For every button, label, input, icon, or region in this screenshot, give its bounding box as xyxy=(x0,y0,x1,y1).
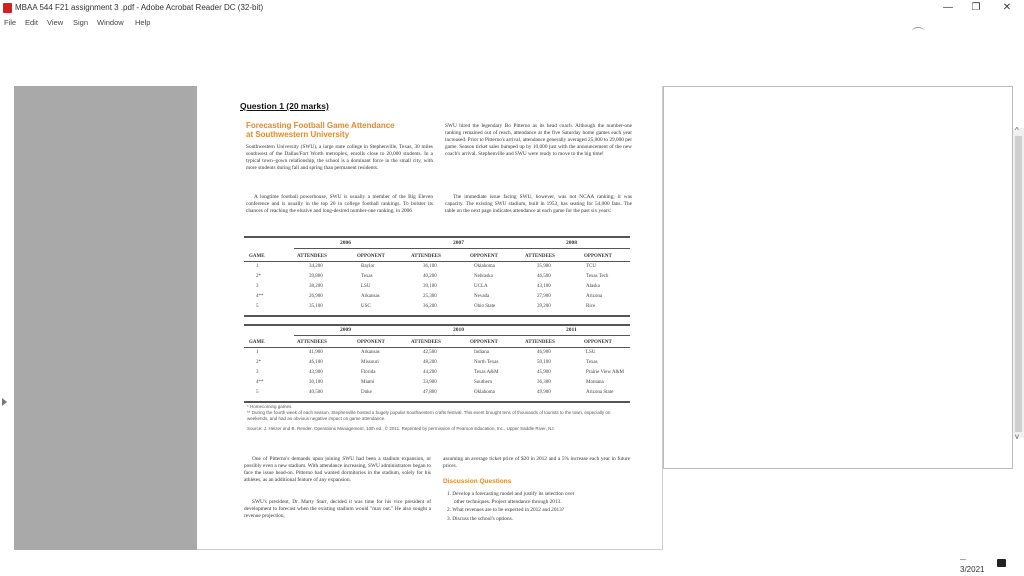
menu-sign[interactable]: Sign xyxy=(73,18,89,27)
page-left-margin xyxy=(14,86,197,550)
menu-edit[interactable]: Edit xyxy=(25,18,38,27)
discussion-questions xyxy=(447,490,574,523)
table2-cell: Arkansas xyxy=(361,350,380,355)
case-title-line-1: Forecasting Football Game Attendance xyxy=(246,121,395,130)
table2-header-rule xyxy=(244,347,630,348)
table2-cell: 44,200 xyxy=(423,370,437,375)
table2-top-rule xyxy=(244,324,630,326)
case-title xyxy=(246,121,395,139)
case-title-line-2: at Southwestern University xyxy=(246,130,350,139)
table1-cell: 27,900 xyxy=(537,294,551,299)
table1-cell: 36,100 xyxy=(423,264,437,269)
table2-cell: Miami xyxy=(361,380,375,385)
table2-cell: Texas A&M xyxy=(474,370,499,375)
table1-header: ATTENDEES xyxy=(297,254,327,259)
table2-year-1: 2009 xyxy=(340,327,351,333)
table1-cell: Alaska xyxy=(586,284,600,289)
table1-cell: Arizona xyxy=(586,294,603,299)
footnote-festival: ** During the fourth week of each season, Stephenville hosted a hugely popular Southwestern crafts festival. This event brought tens of thousands of tourists to the town, especially on weekends, and had an obvious negative impact on game attendance. xyxy=(247,410,611,421)
right-paragraph-1: SWU hired the legendary Bo Pitterno as its head coach. Although the number-one ranking remained out of reach, attendance at the five Saturday home games each year increased. Prior to Pitterno's arrival, attendance generally averaged 25,000 to 29,000 per game. Season ticket sales bumped up by 10,000 just with the announcement of the new coach's arrival. Stephenville and SWU were ready to move to the big time! xyxy=(445,123,633,158)
table1-cell: Arkansas xyxy=(361,294,380,299)
source-citation: Source: J. Heizer and B. Render. Operations Management, 10th ed., © 2011. Reprinted by permission of Pearson Education, Inc., Upper Saddle River, NJ. xyxy=(247,426,555,431)
table1-cell: 40,200 xyxy=(423,274,437,279)
table1-top-rule xyxy=(244,236,630,238)
table2-cell: 49,900 xyxy=(537,390,551,395)
table2-cell: 30,100 xyxy=(309,380,323,385)
table2-cell: Florida xyxy=(361,370,376,375)
table2-cell: 36,300 xyxy=(537,380,551,385)
table1-cell: Rice xyxy=(586,304,596,309)
table1-cell: Texas xyxy=(361,274,373,279)
bottom-left-paragraph-2: SWU's president, Dr. Marty Starr, decided it was time for his vice president of development to forecast when the existing stadium would "max out." He also sought a revenue projection, xyxy=(244,499,431,520)
table1-cell: 39,200 xyxy=(537,304,551,309)
table2-cell: Southern xyxy=(474,380,493,385)
table1-cell: 3 xyxy=(256,284,259,289)
question-3: 3. Discuss the school's options. xyxy=(447,515,513,522)
left-paragraph-2: A longtime football powerhouse, SWU is usually a member of the Big Eleven conference and is usually in the top 20 in college football rankings. To bolster its chances of reaching the elusive and long-desired number-one ranking, in 2006 xyxy=(246,194,433,215)
table2-header: GAME xyxy=(249,340,265,345)
window-title: MBAA 544 F21 assignment 3 .pdf - Adobe Acrobat Reader DC (32-bit) xyxy=(15,3,264,12)
table1-cell: 1 xyxy=(256,264,259,269)
scroll-down-icon[interactable]: v xyxy=(1015,432,1019,441)
table1-cell: 35,100 xyxy=(309,304,323,309)
menu-help[interactable]: Help xyxy=(135,18,151,27)
table1-cell: Nebraska xyxy=(474,274,493,279)
table1-cell: 35,900 xyxy=(537,264,551,269)
table2-header: OPPONENT xyxy=(470,340,498,345)
table1-cell: TCU xyxy=(586,264,596,269)
table1-cell: 34,200 xyxy=(309,264,323,269)
table2-cell: 45,900 xyxy=(537,370,551,375)
table2-cell: 43,900 xyxy=(309,370,323,375)
table2-cell: 1 xyxy=(256,350,259,355)
table1-header-rule xyxy=(244,261,630,262)
table2-cell: 40,500 xyxy=(309,390,323,395)
table2-cell: 48,200 xyxy=(423,360,437,365)
vertical-scrollbar[interactable] xyxy=(1013,128,1024,438)
table2-cell: LSU xyxy=(586,350,596,355)
table1-cell: 2* xyxy=(256,274,261,279)
table2-header: ATTENDEES xyxy=(525,340,555,345)
table2-cell: Texas xyxy=(586,360,598,365)
table2-cell: 46,900 xyxy=(537,350,551,355)
menu-bar xyxy=(0,16,1024,29)
table1-header: OPPONENT xyxy=(357,254,385,259)
close-button[interactable]: ✕ xyxy=(1002,2,1012,13)
tray-clock[interactable]: 3/2021 xyxy=(960,565,985,574)
table1-header: ATTENDEES xyxy=(411,254,441,259)
discussion-heading: Discussion Questions xyxy=(443,478,512,485)
expand-left-pane-icon[interactable] xyxy=(2,398,7,406)
table1-cell: 25,300 xyxy=(423,294,437,299)
table2-cell: Prairie View A&M xyxy=(586,370,624,375)
scroll-up-icon[interactable]: ^ xyxy=(1015,126,1019,135)
table1-cell: 39,100 xyxy=(423,284,437,289)
table1-cell: Nevada xyxy=(474,294,490,299)
table2-cell: 50,100 xyxy=(537,360,551,365)
table1-cell: USC xyxy=(361,304,371,309)
table2-cell: Montana xyxy=(586,380,604,385)
maximize-button[interactable]: ❐ xyxy=(971,2,981,13)
menu-window[interactable]: Window xyxy=(97,18,124,27)
table2-bottom-rule xyxy=(244,401,630,403)
table2-cell: 4** xyxy=(256,380,264,385)
table1-cell: Ohio State xyxy=(474,304,496,309)
table1-header: ATTENDEES xyxy=(525,254,555,259)
table2-header: ATTENDEES xyxy=(297,340,327,345)
question-1a: 1. Develop a forecasting model and justify its selection over xyxy=(447,491,575,497)
left-pane xyxy=(0,86,14,550)
footnote-homecoming: * Homecoming games. xyxy=(247,404,293,409)
table2-header: OPPONENT xyxy=(584,340,612,345)
table1-year-1: 2006 xyxy=(340,240,351,246)
table2-cell: 5 xyxy=(256,390,259,395)
table2-cell: North Texas xyxy=(474,360,499,365)
acrobat-icon xyxy=(3,3,12,13)
bottom-left-paragraph-1: One of Pitterno's demands upon joining SWU had been a stadium expansion, or possibly even a new stadium. With attendance increasing, SWU administrators began to face the issue head-on. Pitterno had wanted dormitories in the stadium, solely for his athletes, as an additional feature of any expansion. xyxy=(244,456,431,484)
table2-header: ATTENDEES xyxy=(411,340,441,345)
right-paragraph-2: The immediate issue facing SWU, however, was not NCAA ranking; it was capacity. The existing SWU stadium, built in 1953, has seating for 54,000 fans. The table on the next page indicates attendance at each game for the past six years: xyxy=(445,194,632,215)
table1-bottom-rule xyxy=(244,315,630,317)
table2-cell: Oklahoma xyxy=(474,390,495,395)
table2-cell: 42,500 xyxy=(423,350,437,355)
table1-cell: 4** xyxy=(256,294,264,299)
table1-header: OPPONENT xyxy=(584,254,612,259)
tray-date: — xyxy=(960,557,966,563)
table1-cell: 26,900 xyxy=(309,294,323,299)
question-2: 2. What revenues are to be expected in 2012 and 2013? xyxy=(447,507,565,514)
notification-icon[interactable] xyxy=(997,559,1006,567)
table1-cell: UCLA xyxy=(474,284,488,289)
table2-cell: Indiana xyxy=(474,350,489,355)
table2-cell: Missouri xyxy=(361,360,379,365)
table2-year-3: 2011 xyxy=(566,327,577,333)
table1-year-2: 2007 xyxy=(453,240,464,246)
table2-year-2: 2010 xyxy=(453,327,464,333)
table1-cell: 5 xyxy=(256,304,259,309)
table1-header: GAME xyxy=(249,254,265,259)
title-bar xyxy=(0,0,1024,16)
left-paragraph-1: Southwestern University (SWU), a large state college in Stephenville, Texas, 30 miles southwest of the Dallas/Fort Worth metroplex, enrolls close to 20,000 students. In a typical town–gown relationship, the school is a dominant force in the small city, with more students during fall and spring than permanent residents. xyxy=(246,144,433,172)
table1-cell: 39,800 xyxy=(309,274,323,279)
question-heading: Question 1 (20 marks) xyxy=(240,101,329,111)
bottom-right-paragraph: assuming an average ticket price of $20 in 2012 and a 5% increase each year in future prices. xyxy=(443,456,630,470)
table2-cell: 3 xyxy=(256,370,259,375)
table1-cell: Baylor xyxy=(361,264,375,269)
table2-header: OPPONENT xyxy=(357,340,385,345)
table2-cell: 46,100 xyxy=(309,360,323,365)
menu-file[interactable]: File xyxy=(4,18,17,27)
table2-cell: 41,900 xyxy=(309,350,323,355)
table1-cell: 36,200 xyxy=(423,304,437,309)
table2-year-rule xyxy=(294,335,630,336)
table1-cell: Oklahoma xyxy=(474,264,495,269)
table1-year-rule xyxy=(294,248,630,249)
table2-cell: 47,800 xyxy=(423,390,437,395)
scrollbar-thumb[interactable] xyxy=(1015,136,1022,432)
table1-cell: 38,200 xyxy=(309,284,323,289)
table1-cell: LSU xyxy=(361,284,371,289)
menu-view[interactable]: View xyxy=(47,18,64,27)
table1-cell: Texas Tech xyxy=(586,274,609,279)
toolbar-tool-icon[interactable] xyxy=(912,27,924,35)
table2-cell: 33,900 xyxy=(423,380,437,385)
table1-cell: 46,500 xyxy=(537,274,551,279)
table1-header: OPPONENT xyxy=(470,254,498,259)
table1-cell: 43,100 xyxy=(537,284,551,289)
adjacent-page xyxy=(663,86,1013,469)
question-1b: other techniques. Project attendance through 2013. xyxy=(454,499,562,506)
table2-cell: Duke xyxy=(361,390,372,395)
minimize-button[interactable]: — xyxy=(943,2,953,13)
table2-cell: 2* xyxy=(256,360,261,365)
table2-cell: Arizona State xyxy=(586,390,614,395)
table1-year-3: 2008 xyxy=(566,240,577,246)
